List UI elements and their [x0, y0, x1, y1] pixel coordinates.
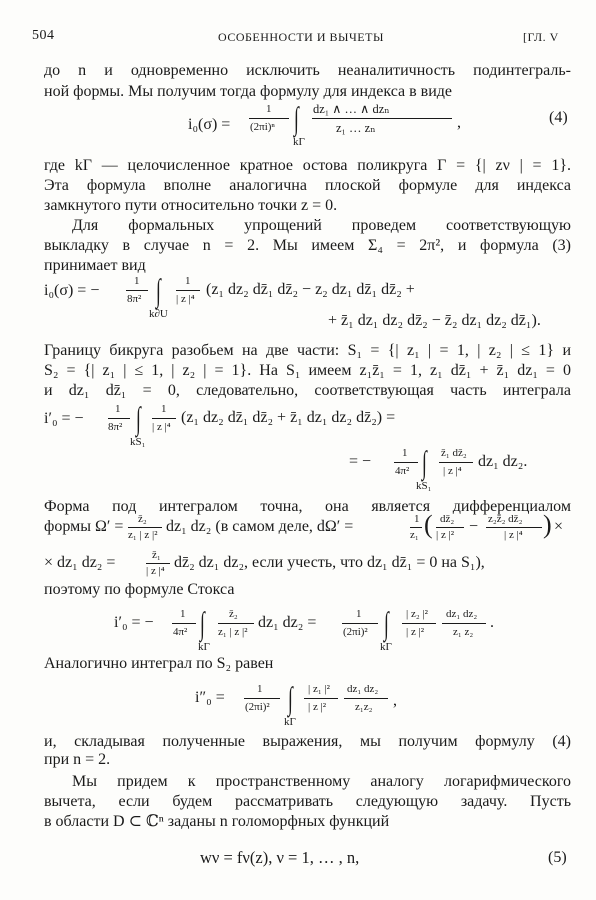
text-line-2: ной формы. Мы получим тогда формулу для индекса в виде [44, 83, 453, 100]
text-line-6: Для формальных упрощений проведем соответствующую [72, 217, 571, 234]
text-line-10: S₂ = {| z₁ | ≤ 1, | z₂ | = 1}. На S₁ имеем z₁z̄₁ = 1, z₁ dz̄₁ + z̄₁ dz₁ = 0 [44, 362, 571, 379]
text-line-3: где kΓ — целочисленное кратное остова поликруга Γ = {| zν | = 1}. [44, 157, 571, 174]
text-line-16: Аналогично интеграл по S₂ равен [44, 655, 274, 672]
text-line-4: Эта формула вполне аналогична плоской формуле для индекса [44, 177, 571, 194]
equation-number-5: (5) [548, 849, 567, 866]
text-line-1: до n и одновременно исключить неаналитичность подинтеграль- [44, 62, 571, 79]
text-line-21: в области D ⊂ ℂⁿ заданы n голоморфных функций [44, 813, 390, 830]
equation-5: wν = fν(z), ν = 1, … , n, [200, 848, 360, 867]
chapter-label: [ГЛ. V [523, 30, 559, 44]
text-line-15: поэтому по формуле Стокса [44, 581, 235, 598]
equation-formula-3: i₀(σ) = − 1 8π² ∫ k∂U 1 | z |⁴ (z₁ dz₂ dz̄₁ dz̄₂ − z₂ dz₁ dz̄₁ dz̄₂ + + z̄₁ dz₁ dz₂ dz̄₂ − z̄₂ dz₁ dz₂ dz̄₁). [44, 272, 541, 329]
text-line-7: выкладку в случае n = 2. Мы имеем Σ₄ = 2π², и формула (3) [44, 237, 571, 254]
equation-S1-part: i′₀ = − 1 8π² ∫ kS₁ 1 | z |⁴ (z₁ dz₂ dz̄₁ dz̄₂ + z̄₁ dz₁ dz₂ dz̄₂) = = − 1 4π² ∫ kS₁ z̄₁ dz̄₂ | z |⁴ dz₁ dz₂. [44, 400, 528, 492]
equation-number-4: (4) [549, 109, 568, 126]
text-line-9: Границу бикруга разобьем на две части: S₁ = {| z₁ | = 1, | z₂ | ≤ 1} и [44, 342, 571, 359]
page-number: 504 [32, 28, 55, 43]
text-line-5: замкнутого пути относительно точки z = 0. [44, 197, 338, 214]
equation-S2-part: i″₀ = 1 (2πi)² ∫ kΓ | z₁ |² | z |² dz₁ dz₂ z₁z₂ , [195, 680, 397, 728]
text-line-20: вычета, если будем рассматривать следующую задачу. Пусть [44, 793, 571, 810]
equation-4: i₀(σ) = 1 (2πi)ⁿ ∫ kΓ dz₁ ∧ … ∧ dzₙ z₁ … zₙ , (4) [188, 100, 568, 148]
text-line-12: Форма под интегралом точна, она является дифференциалом [44, 498, 571, 515]
inline-omega-line: формы Ω′ = z̄₂ z₁ | z |² dz₁ dz₂ (в самом деле, dΩ′ = 1 z₁ ( dz̄₂ | z |² − z₂z̄₂ dz̄₂ | z |⁴ ) × [44, 510, 564, 541]
inline-omega-line-2: × dz₁ dz₂ = z̄₁ | z |⁴ dz̄₂ dz₁ dz₂, если учесть, что dz₁ dz̄₁ = 0 на S₁), [44, 549, 485, 577]
text-line-8: принимает вид [44, 257, 146, 274]
text-line-11: и dz₁ dz̄₁ = 0, следовательно, соответствующая часть интеграла [44, 382, 571, 399]
running-title: ОСОБЕННОСТИ И ВЫЧЕТЫ [218, 30, 384, 44]
equation-stokes: i′₀ = − 1 4π² ∫ kΓ z̄₂ z₁ | z |² dz₁ dz₂ = 1 (2πi)² ∫ kΓ | z₂ |² | z |² dz₁ dz₂ z₁ z₂ . [114, 605, 494, 653]
text-line-19: Мы придем к пространственному аналогу логарифмического [72, 773, 571, 790]
text-line-17: и, складывая полученные выражения, мы получим формулу (4) [44, 733, 571, 750]
text-line-18: при n = 2. [44, 751, 111, 768]
